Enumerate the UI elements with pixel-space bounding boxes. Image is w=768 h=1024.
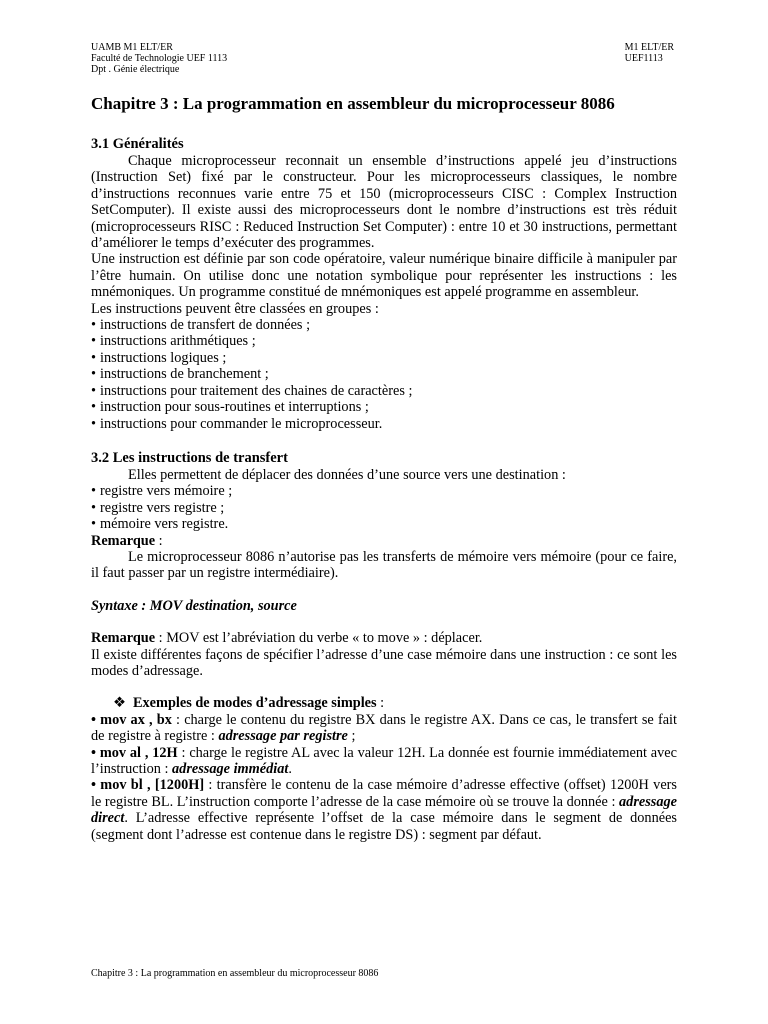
remark-heading xyxy=(91,533,677,549)
section-3-2-heading: 3.2 Les instructions de transfert xyxy=(91,449,288,466)
example-text: : transfère le contenu de la case mémoire d’adresse effective (offset) 1200H vers le registre BL. L’instruction comporte l’adresse de la case mémoire où se trouve la donnée : xyxy=(91,777,677,810)
example-code: • mov bl , [1200H] xyxy=(91,777,205,794)
list-item: • instructions pour commander le microprocesseur. xyxy=(91,416,677,432)
example-end: . xyxy=(288,761,292,777)
example-immediate-addressing xyxy=(91,745,677,778)
example-text: : charge le contenu du registre BX dans le registre AX. Dans ce cas, le transfert se fait de registre à registre : xyxy=(91,711,678,745)
examples-heading xyxy=(91,695,677,711)
header-university: UAMB M1 ELT/ER xyxy=(91,42,173,53)
remark2-text: : MOV est l’abréviation du verbe « to move » : déplacer. xyxy=(155,630,483,647)
header-faculty: Faculté de Technologie UEF 1113 xyxy=(91,53,228,64)
example-end: ; xyxy=(347,728,356,745)
list-item: • instructions de branchement ; xyxy=(91,366,677,382)
remark-label: Remarque xyxy=(91,532,156,549)
header-level: M1 ELT/ER xyxy=(624,42,674,53)
spacer xyxy=(91,679,677,695)
remark-colon: : xyxy=(155,532,163,549)
spacer xyxy=(91,614,677,630)
paragraph-instruction-set: Chaque microprocesseur reconnait un ensemble d’instructions appelé jeu d’instructions (Instruction Set) fixé par le constructeur. Pour les microprocesseurs classiques, le nombre d’instructions reconnues varie entre 75 et 150 (microprocesseurs CISC : Complex Instruction SetComputer). Il existe aussi des microprocesseurs dont le nombre d’instructions est très réduit (microprocesseurs RISC : Reduced Instruction Set Computer) : entre 10 et 30 instructions, permettant d’améliorer le temps d’exécuter des programmes. xyxy=(91,153,677,252)
header-unit: UEF1113 xyxy=(624,53,663,64)
spacer xyxy=(91,432,677,450)
instruction-groups-list xyxy=(91,317,677,432)
list-item: • instructions arithmétiques ; xyxy=(91,333,677,349)
paragraph-remark-memory: Le microprocesseur 8086 n’autorise pas les transferts de mémoire vers mémoire (pour ce faire, il faut passer par un registre intermédiaire). xyxy=(91,548,677,582)
example-text: : charge le registre AL avec la valeur 12H. La donnée est fournie immédiatement avec l’instruction : xyxy=(91,744,677,777)
paragraph-addressing-modes: Il existe différentes façons de spécifier l’adresse d’une case mémoire dans une instruction : ce sont les modes d’adressage. xyxy=(91,646,677,679)
page-footer: Chapitre 3 : La programmation en assembleur du microprocesseur 8086 xyxy=(91,968,379,979)
syntax-line: Syntaxe : MOV destination, source xyxy=(91,597,297,614)
examples-heading-colon: : xyxy=(376,695,385,712)
example-mode: adressage immédiat xyxy=(172,761,289,777)
example-mode: adressage direct xyxy=(91,793,677,827)
header-right xyxy=(625,42,674,64)
list-item: • registre vers registre ; xyxy=(91,500,677,516)
paragraph-remark-mov xyxy=(91,630,677,646)
list-item: • instructions de transfert de données ; xyxy=(91,317,677,333)
header-department: Dpt . Génie électrique xyxy=(91,64,180,75)
example-mode: adressage par registre xyxy=(218,728,348,745)
chapter-title: Chapitre 3 : La programmation en assembleur du microprocesseur 8086 xyxy=(91,94,615,113)
transfer-types-list xyxy=(91,483,677,532)
example-end: . L’adresse effective représente l’offset de la case mémoire dans le segment de données (segment dont l’adresse est contenue dans le registre DS) : segment par défaut. xyxy=(91,810,677,843)
paragraph-groups-intro: Les instructions peuvent être classées en groupes : xyxy=(91,300,379,317)
list-item: • instructions pour traitement des chaines de caractères ; xyxy=(91,383,677,399)
example-code: • mov ax , bx xyxy=(91,711,172,728)
section-3-1-heading: 3.1 Généralités xyxy=(91,136,184,152)
example-register-addressing xyxy=(91,712,677,745)
list-item: • instruction pour sous-routines et interruptions ; xyxy=(91,399,677,415)
diamond-bullet-icon: ❖ xyxy=(113,695,126,712)
examples-heading-text: Exemples de modes d’adressage simples xyxy=(133,695,377,712)
paragraph-mnemonics: Une instruction est définie par son code opératoire, valeur numérique binaire difficile à manipuler par l’être humain. On utilise donc une notation symbolique pour représenter les instructions : les mnémoniques. Un programme constitué de mnémoniques est appelé programme en assembleur. xyxy=(91,251,677,301)
spacer xyxy=(91,582,677,598)
list-item: • registre vers mémoire ; xyxy=(91,483,677,499)
list-item: • instructions logiques ; xyxy=(91,350,677,366)
example-code: • mov al , 12H xyxy=(91,744,178,761)
list-item: • mémoire vers registre. xyxy=(91,516,677,532)
example-direct-addressing xyxy=(91,777,677,843)
remark2-label: Remarque xyxy=(91,630,156,647)
page-content xyxy=(91,94,677,843)
header-left xyxy=(91,42,227,75)
paragraph-transfer-intro: Elles permettent de déplacer des données d’une source vers une destination : xyxy=(128,466,566,483)
